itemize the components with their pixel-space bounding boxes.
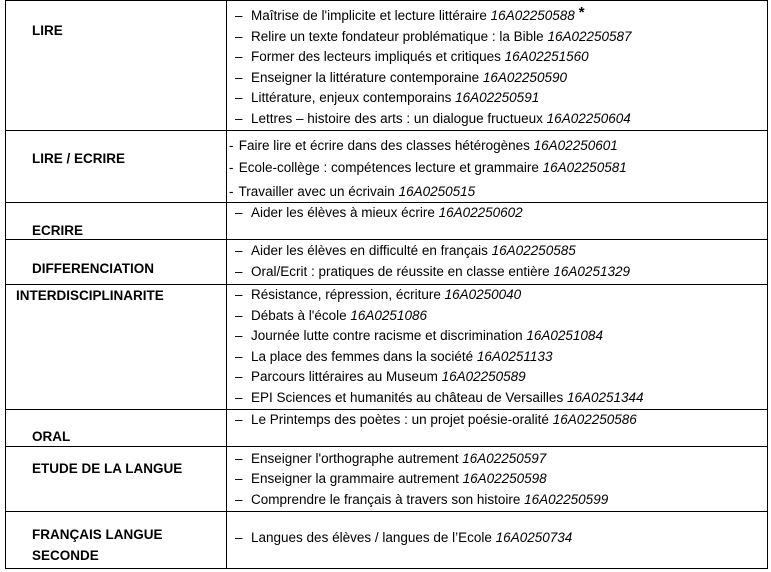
list-item: - Ecole-collège : compétences lecture et grammaire 16A02250581 xyxy=(229,160,627,175)
list-item: – Enseigner la grammaire autrement 16A02250598 xyxy=(235,471,547,487)
list-item: – Enseigner l'orthographe autrement 16A02250597 xyxy=(235,450,547,466)
category-label: LIRE / ECRIRE xyxy=(32,151,126,166)
list-item: - Faire lire et écrire dans des classes hétérogènes 16A02250601 xyxy=(229,138,618,153)
items-cell xyxy=(227,446,768,511)
category-label: LIRE xyxy=(32,23,63,38)
category-cell xyxy=(6,131,227,203)
category-label: ETUDE DE LA LANGUE xyxy=(32,460,183,476)
list-item: – EPI Sciences et humanités au château de Versailles 16A0251344 xyxy=(235,389,644,405)
list-item: – Oral/Ecrit : pratiques de réussite en classe entière 16A0251329 xyxy=(235,263,630,279)
items-cell xyxy=(227,409,768,446)
category-label: INTERDISCIPLINARITE xyxy=(16,288,164,303)
table-row xyxy=(6,409,768,446)
training-table xyxy=(5,0,768,569)
table-row xyxy=(6,511,768,568)
table-row xyxy=(6,285,768,410)
items-cell xyxy=(227,131,768,203)
table-row xyxy=(6,203,768,240)
list-item: – Aider les élèves à mieux écrire 16A02250602 xyxy=(235,205,523,220)
category-label: FRANÇAIS LANGUE SECONDE xyxy=(32,526,163,563)
list-item: – Le Printemps des poètes : un projet poésie-oralité 16A02250586 xyxy=(235,411,637,427)
table-row xyxy=(6,131,768,203)
list-item: - Travailler avec un écrivain 16A0250515 xyxy=(229,184,476,199)
table-row xyxy=(6,446,768,511)
items-cell xyxy=(227,203,768,240)
category-cell xyxy=(6,409,227,446)
list-item: – Maîtrise de l'implicite et lecture littéraire 16A02250588 * xyxy=(227,6,767,27)
list-item: – Aider les élèves en difficulté en français 16A02250585 xyxy=(235,243,576,258)
list-item: – Débats à l'école 16A0251086 xyxy=(235,307,427,323)
category-label: DIFFERENCIATION xyxy=(32,261,154,276)
list-item: – Journée lutte contre racisme et discrimination 16A0251084 xyxy=(235,328,603,344)
list-item: – Relire un texte fondateur problématique : la Bible 16A02250587 xyxy=(235,28,632,44)
category-label: ECRIRE xyxy=(32,223,84,238)
list-item: – La place des femmes dans la société 16A0251133 xyxy=(235,348,553,364)
asterisk-mark: * xyxy=(578,4,585,21)
list-item: – Former des lecteurs impliqués et critiques 16A02251560 xyxy=(235,49,589,65)
items-cell xyxy=(227,1,768,131)
list-item: – Parcours littéraires au Museum 16A02250589 xyxy=(235,369,526,385)
list-item: – Langues des élèves / langues de l’Ecole 16A0250734 xyxy=(235,529,573,545)
list-item: – Enseigner la littérature contemporaine 16A02250590 xyxy=(235,69,567,85)
category-cell xyxy=(6,511,227,568)
category-cell xyxy=(6,240,227,285)
list-item: – Littérature, enjeux contemporains 16A02250591 xyxy=(235,90,540,106)
table-row xyxy=(6,1,768,131)
list-item: – Lettres – histoire des arts : un dialogue fructueux 16A02250604 xyxy=(235,110,631,126)
items-cell xyxy=(227,240,768,285)
category-cell xyxy=(6,285,227,410)
category-label: ORAL xyxy=(32,428,71,444)
list-item: – Comprendre le français à travers son histoire 16A02250599 xyxy=(235,491,609,507)
list-item: – Résistance, répression, écriture 16A0250040 xyxy=(235,287,522,302)
category-cell xyxy=(6,1,227,131)
table-row xyxy=(6,240,768,285)
category-cell xyxy=(6,446,227,511)
items-cell xyxy=(227,285,768,410)
items-cell xyxy=(227,511,768,568)
category-cell xyxy=(6,203,227,240)
